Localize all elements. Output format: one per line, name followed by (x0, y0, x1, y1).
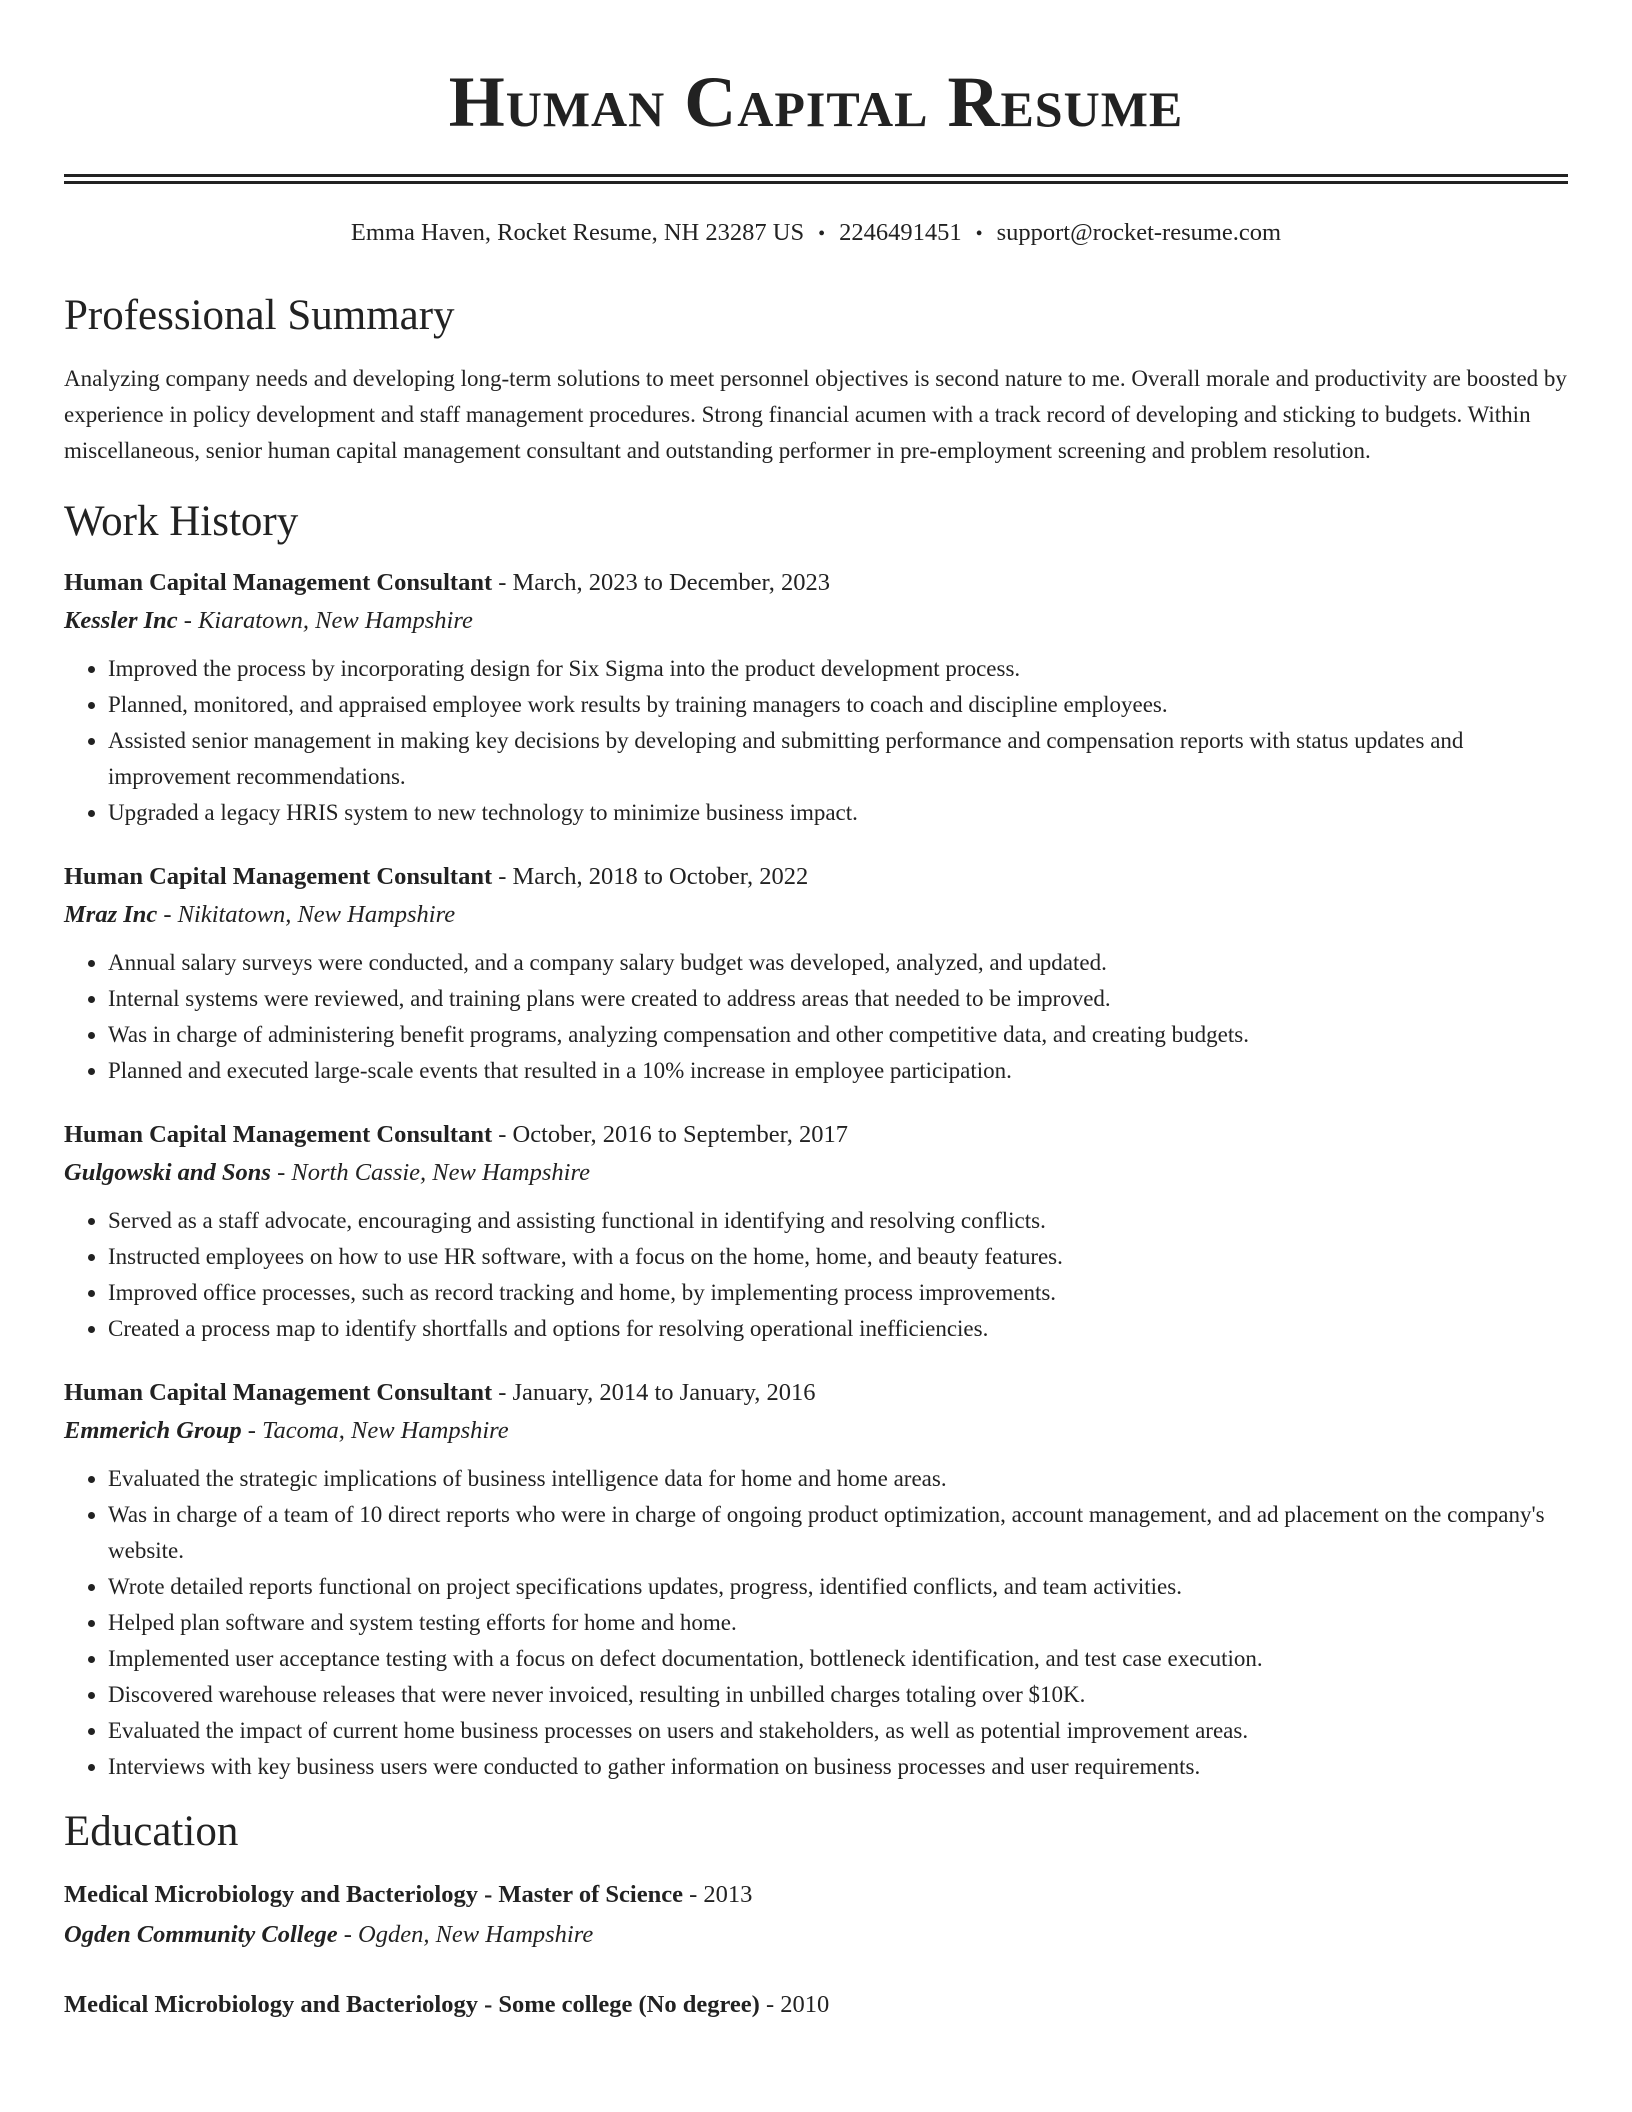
job-title: Human Capital Management Consultant (64, 1379, 493, 1406)
contact-address: Emma Haven, Rocket Resume, NH 23287 US (350, 219, 805, 246)
education-school-line (64, 1915, 1568, 1955)
education-year: - 2013 (682, 1881, 753, 1908)
job-location: - Tacoma, New Hampshire (241, 1417, 509, 1444)
job-bullet: • Planned, monitored, and appraised employee work results by training managers to coach and discipline employees. (108, 687, 1568, 723)
contact-phone: 2246491451 (839, 219, 962, 246)
job-company: Kessler Inc (64, 607, 178, 634)
job-bullet: • Instructed employees on how to use HR software, with a focus on the home, home, and beauty features. (108, 1239, 1568, 1275)
contact-line (64, 218, 1568, 249)
job-company-line (64, 895, 1568, 935)
job-bullet: • Upgraded a legacy HRIS system to new technology to minimize business impact. (108, 795, 1568, 831)
job-bullets (64, 1203, 1568, 1347)
job-entry (64, 1117, 1568, 1347)
education-degree: Medical Microbiology and Bacteriology - Some college (No degree) (64, 1991, 760, 2018)
job-title-line (64, 1117, 1568, 1153)
job-bullet: • Helped plan software and system testing efforts for home and home. (108, 1605, 1568, 1641)
title-divider (64, 174, 1568, 184)
job-company-line (64, 1153, 1568, 1193)
job-location: - Nikitatown, New Hampshire (157, 901, 456, 928)
job-location: - Kiaratown, New Hampshire (177, 607, 473, 634)
job-bullet: • Evaluated the strategic implications of business intelligence data for home and home areas. (108, 1461, 1568, 1497)
job-title: Human Capital Management Consultant (64, 1121, 493, 1148)
education-location: - Ogden, New Hampshire (337, 1921, 594, 1948)
work-history-heading: Work History (64, 498, 299, 545)
job-company: Emmerich Group (64, 1417, 242, 1444)
contact-separator: • (818, 223, 826, 245)
education-entry (64, 1875, 1568, 1955)
education-degree-line (64, 1985, 1568, 2025)
job-bullets (64, 651, 1568, 831)
summary-text: Analyzing company needs and developing long-term solutions to meet personnel objectives is second nature to me. Overall morale and productivity are boosted by experience in policy development and staff management procedures. Strong financial acumen with a track record of developing and sticking to budgets. Within miscellaneous, senior human capital management consultant and outstanding performer in pre-employment screening and problem resolution. (64, 366, 1567, 463)
job-bullet: • Planned and executed large-scale events that resulted in a 10% increase in employee participation. (108, 1053, 1568, 1089)
job-title-line (64, 1375, 1568, 1411)
job-bullet: • Improved office processes, such as record tracking and home, by implementing process improvements. (108, 1275, 1568, 1311)
job-title-line (64, 565, 1568, 601)
job-bullet: • Wrote detailed reports functional on project specifications updates, progress, identified conflicts, and team activities. (108, 1569, 1568, 1605)
job-company-line (64, 1411, 1568, 1451)
job-company: Gulgowski and Sons (64, 1159, 271, 1186)
job-bullets (64, 945, 1568, 1089)
resume-content (64, 60, 1568, 2025)
job-entry (64, 565, 1568, 831)
job-location: - North Cassie, New Hampshire (270, 1159, 590, 1186)
education-degree-line (64, 1875, 1568, 1915)
job-dates: - March, 2023 to December, 2023 (492, 569, 830, 596)
job-title: Human Capital Management Consultant (64, 569, 493, 596)
job-dates: - March, 2018 to October, 2022 (492, 863, 809, 890)
job-title: Human Capital Management Consultant (64, 863, 493, 890)
job-bullet: • Discovered warehouse releases that were never invoiced, resulting in unbilled charges totaling over $10K. (108, 1677, 1568, 1713)
job-bullet: • Interviews with key business users were conducted to gather information on business processes and user requirements. (108, 1749, 1568, 1785)
job-entry (64, 1375, 1568, 1785)
resume-title: Human Capital Resume (448, 62, 1184, 142)
divider-line-bottom (64, 181, 1568, 184)
education-heading: Education (64, 1808, 239, 1855)
job-bullet: • Implemented user acceptance testing with a focus on defect documentation, bottleneck identification, and test case execution. (108, 1641, 1568, 1677)
job-bullet: • Annual salary surveys were conducted, and a company salary budget was developed, analyzed, and updated. (108, 945, 1568, 981)
contact-separator: • (975, 223, 983, 245)
job-dates: - October, 2016 to September, 2017 (492, 1121, 849, 1148)
education-year: - 2010 (759, 1991, 830, 2018)
job-bullet: • Evaluated the impact of current home business processes on users and stakeholders, as well as potential improvement areas. (108, 1713, 1568, 1749)
job-title-line (64, 859, 1568, 895)
education-school: Ogden Community College (64, 1921, 338, 1948)
job-bullets (64, 1461, 1568, 1785)
job-bullet: • Internal systems were reviewed, and training plans were created to address areas that needed to be improved. (108, 981, 1568, 1017)
job-bullet: • Assisted senior management in making key decisions by developing and submitting performance and compensation reports with status updates and improvement recommendations. (108, 723, 1568, 795)
education-degree: Medical Microbiology and Bacteriology - Master of Science (64, 1881, 683, 1908)
job-bullet: • Was in charge of administering benefit programs, analyzing compensation and other competitive data, and creating budgets. (108, 1017, 1568, 1053)
job-company-line (64, 601, 1568, 641)
contact-email: support@rocket-resume.com (996, 219, 1282, 246)
job-bullet: • Created a process map to identify shortfalls and options for resolving operational inefficiencies. (108, 1311, 1568, 1347)
job-bullet: • Improved the process by incorporating design for Six Sigma into the product development process. (108, 651, 1568, 687)
education-entry (64, 1985, 1568, 2025)
job-company: Mraz Inc (64, 901, 158, 928)
job-dates: - January, 2014 to January, 2016 (492, 1379, 816, 1406)
summary-heading: Professional Summary (64, 292, 455, 339)
job-bullet: • Served as a staff advocate, encouraging and assisting functional in identifying and resolving conflicts. (108, 1203, 1568, 1239)
job-bullet: • Was in charge of a team of 10 direct reports who were in charge of ongoing product optimization, account management, and ad placement on the company's website. (108, 1497, 1568, 1569)
job-entry (64, 859, 1568, 1089)
